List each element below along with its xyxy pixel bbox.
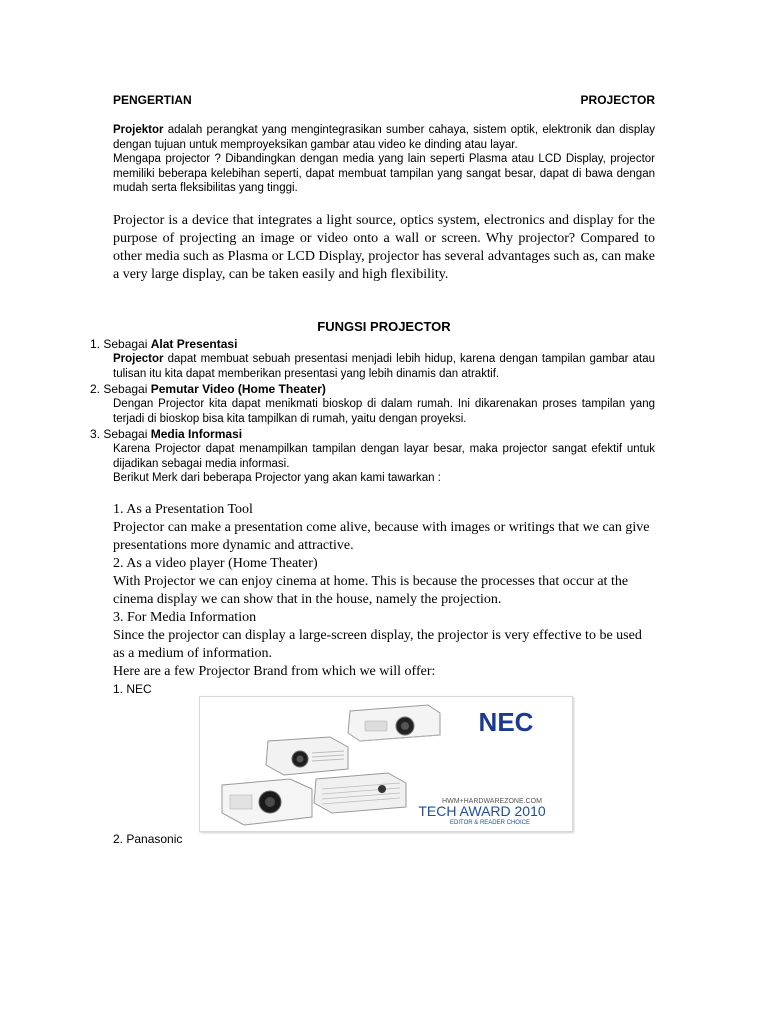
item-title: Pemutar Video (Home Theater): [150, 382, 326, 396]
projector-1: [348, 705, 440, 741]
heading-pengertian: PENGERTIAN: [113, 93, 192, 107]
item-desc: Karena Projector dapat menampilkan tampilan dengan layar besar, maka projector sangat efektif untuk dijadikan sebagai media informasi.: [113, 443, 655, 470]
intro-id-para-1: [113, 123, 655, 152]
projector-2: [266, 737, 348, 775]
item-title: Media Informasi: [150, 427, 243, 441]
brand-panasonic-label: 2. Panasonic: [113, 832, 183, 846]
en-line-6: Since the projector can display a large-screen display, the projector is very effective to be used as a medium of information.: [113, 628, 642, 661]
item-desc-bold: Projector: [113, 353, 164, 365]
intro-id-para-2: Mengapa projector ? Dibandingkan dengan media yang lain seperti Plasma atau LCD Display, projector memiliki beberapa kelebihan seperti, dapat membuat tampilan yang sangat besar, dapat di bawa dengan mudah serta fleksibilitas yang tinggi.: [113, 153, 655, 194]
en-line-4: With Projector we can enjoy cinema at home. This is because the processes that occur at the cinema display we can show that in the house, namely the projection.: [113, 574, 629, 607]
en-line-1: 1. As a Presentation Tool: [113, 502, 253, 517]
award-site: HWM+HARDWAREZONE.COM: [442, 798, 542, 805]
heading-row: [113, 93, 655, 109]
heading-projector: PROJECTOR: [580, 93, 655, 107]
english-list: [113, 501, 655, 681]
projector-3: [222, 779, 312, 825]
item-desc-text: dapat membuat sebuah presentasi menjadi lebih hidup, karena dengan tampilan gambar atau tulisan itu kita dapat memberikan presentasi yang lebih dinamis dan atraktif.: [113, 353, 655, 380]
award-sub: EDITOR & READER CHOICE: [450, 820, 530, 826]
item-heading: [90, 427, 655, 442]
award-title: TECH AWARD 2010: [418, 803, 546, 819]
intro-english: Projector is a device that integrates a light source, optics system, electronics and display for the purpose of projecting an image or video onto a wall or screen. Why projector? Compared to other media such as Plasma or LCD Display, projector has several advantages such as, can make a very large display, can be taken easily and high flexibility.: [113, 213, 655, 282]
nec-projector-photo: [199, 696, 573, 832]
item-desc: [113, 352, 655, 381]
item-prefix: 3. Sebagai: [90, 427, 151, 441]
item-desc-2: Berikut Merk dari beberapa Projector yang akan kami tawarkan :: [113, 472, 441, 484]
fungsi-title: FUNGSI PROJECTOR: [317, 319, 451, 334]
item-desc: Dengan Projector kita dapat menikmati bioskop di dalam rumah. Ini dikarenakan proses tampilan yang terjadi di bioskop bisa kita tampilkan di rumah, yaitu dengan proyeksi.: [113, 398, 655, 425]
brand-nec-label: 1. NEC: [113, 682, 152, 696]
nec-logo: NEC: [478, 707, 534, 737]
item-heading: [90, 337, 655, 352]
function-item-1: [90, 337, 655, 381]
en-line-2: Projector can make a presentation come alive, because with images or writings that we can give presentations more dynamic and attractive.: [113, 520, 650, 553]
item-heading: [90, 382, 655, 397]
intro-indonesian: [113, 123, 655, 196]
function-item-3: [90, 427, 655, 486]
projector-4: [314, 773, 406, 813]
en-line-3: 2. As a video player (Home Theater): [113, 556, 318, 571]
projector-illustration: [200, 697, 572, 831]
en-line-7: Here are a few Projector Brand from which we will offer:: [113, 664, 436, 679]
item-prefix: 2. Sebagai: [90, 382, 151, 396]
en-line-5: 3. For Media Information: [113, 610, 257, 625]
item-title: Alat Presentasi: [150, 337, 238, 351]
intro-id-text: adalah perangkat yang mengintegrasikan sumber cahaya, sistem optik, elektronik dan display dengan tujuan untuk memproyeksikan gambar atau video ke dinding atau layar.: [113, 124, 655, 151]
item-prefix: 1. Sebagai: [90, 337, 151, 351]
function-item-2: [90, 382, 655, 426]
intro-bold-term: Projektor: [113, 124, 164, 136]
